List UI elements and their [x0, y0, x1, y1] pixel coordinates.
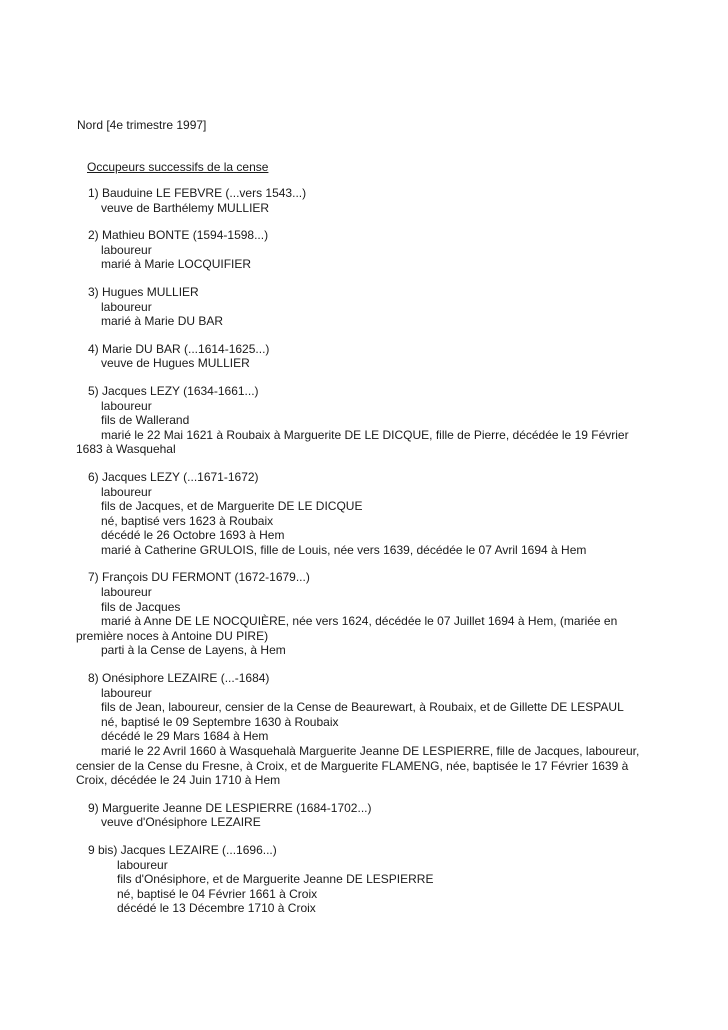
page-header: Nord [4e trimestre 1997]: [77, 118, 207, 132]
entry-line: fils de Jean, laboureur, censier de la Cense de Beaurewart, à Roubaix, et de Gillette DE LESPAUL: [101, 700, 624, 715]
entry-title: 4) Marie DU BAR (...1614-1625...): [88, 341, 270, 356]
entry-title: 2) Mathieu BONTE (1594-1598...): [88, 228, 269, 243]
entry-line: marié à Marie LOCQUIFIER: [101, 257, 252, 272]
entry-title: 5) Jacques LEZY (1634-1661...): [88, 383, 259, 398]
entry-title: 6) Jacques LEZY (...1671-1672): [88, 469, 259, 484]
entry: [0, 186, 728, 215]
entry-line: décédé le 26 Octobre 1693 à Hem: [101, 528, 285, 543]
entry: [0, 342, 728, 371]
entry-line: laboureur: [101, 585, 152, 600]
entry-line: laboureur: [101, 299, 152, 314]
entry: [0, 228, 728, 272]
entry-line: veuve de Barthélemy MULLIER: [101, 200, 270, 215]
entry: [0, 470, 728, 558]
entry-line: laboureur: [101, 398, 152, 413]
entry-line: marié le 22 Mai 1621 à Roubaix à Marguerite DE LE DICQUE, fille de Pierre, décédée le 19 Février 1683 à Wasquehal: [76, 427, 629, 457]
entry-line: marié à Catherine GRULOIS, fille de Louis, née vers 1639, décédée le 07 Avril 1694 à Hem: [101, 542, 587, 557]
entry-line: fils de Jacques: [101, 599, 181, 614]
entry-line: décédé le 29 Mars 1684 à Hem: [101, 729, 269, 744]
entry-line: laboureur: [101, 242, 152, 257]
entry-line: fils de Wallerand: [101, 413, 190, 428]
entry-line: né, baptisé vers 1623 à Roubaix: [101, 513, 274, 528]
entry-line: marié à Anne DE LE NOCQUIÈRE, née vers 1624, décédée le 07 Juillet 1694 à Hem, (mariée en première noces à Antoine DU PIRE): [76, 614, 618, 643]
entry-line: fils d'Onésiphore, et de Marguerite Jeanne DE LESPIERRE: [117, 872, 434, 887]
entry-title: 3) Hugues MULLIER: [88, 284, 199, 299]
entry-line: né, baptisé le 04 Février 1661 à Croix: [117, 886, 318, 901]
entry-title: 7) François DU FERMONT (1672-1679...): [88, 570, 310, 585]
entry: [0, 671, 728, 788]
entry-title: 8) Onésiphore LEZAIRE (...-1684): [88, 671, 270, 686]
entry-title: 9) Marguerite Jeanne DE LESPIERRE (1684-1702...): [88, 800, 372, 815]
entry-line: laboureur: [101, 685, 152, 700]
entry-line: marié le 22 Avril 1660 à Wasquehalà Marguerite Jeanne DE LESPIERRE, fille de Jacques, laboureur, censier de la Cense du Fresne, à Croix, et de Marguerite FLAMENG, née, baptisée le 17 Février 1639 à Croix, décédée le 24 Juin 1710 à Hem: [76, 744, 640, 788]
entries-list: [0, 186, 728, 929]
entry-line: fils de Jacques, et de Marguerite DE LE DICQUE: [101, 499, 363, 514]
entry-line: laboureur: [117, 857, 168, 872]
entry: [0, 801, 728, 830]
entry-line: laboureur: [101, 484, 152, 499]
entry: [0, 384, 728, 457]
entry-line: décédé le 13 Décembre 1710 à Croix: [117, 901, 316, 916]
entry: [0, 570, 728, 658]
entry-line: parti à la Cense de Layens, à Hem: [101, 643, 286, 658]
section-title: Occupeurs successifs de la cense: [87, 160, 269, 174]
entry-line: veuve d'Onésiphore LEZAIRE: [101, 815, 261, 830]
entry-title: 1) Bauduine LE FEBVRE (...vers 1543...): [88, 186, 307, 200]
entry: [0, 843, 728, 916]
entry: [0, 285, 728, 329]
entry-title: 9 bis) Jacques LEZAIRE (...1696...): [88, 842, 277, 857]
entry-line: né, baptisé le 09 Septembre 1630 à Roubaix: [101, 714, 339, 729]
entry-line: veuve de Hugues MULLIER: [101, 356, 250, 371]
entry-line: marié à Marie DU BAR: [101, 314, 224, 329]
